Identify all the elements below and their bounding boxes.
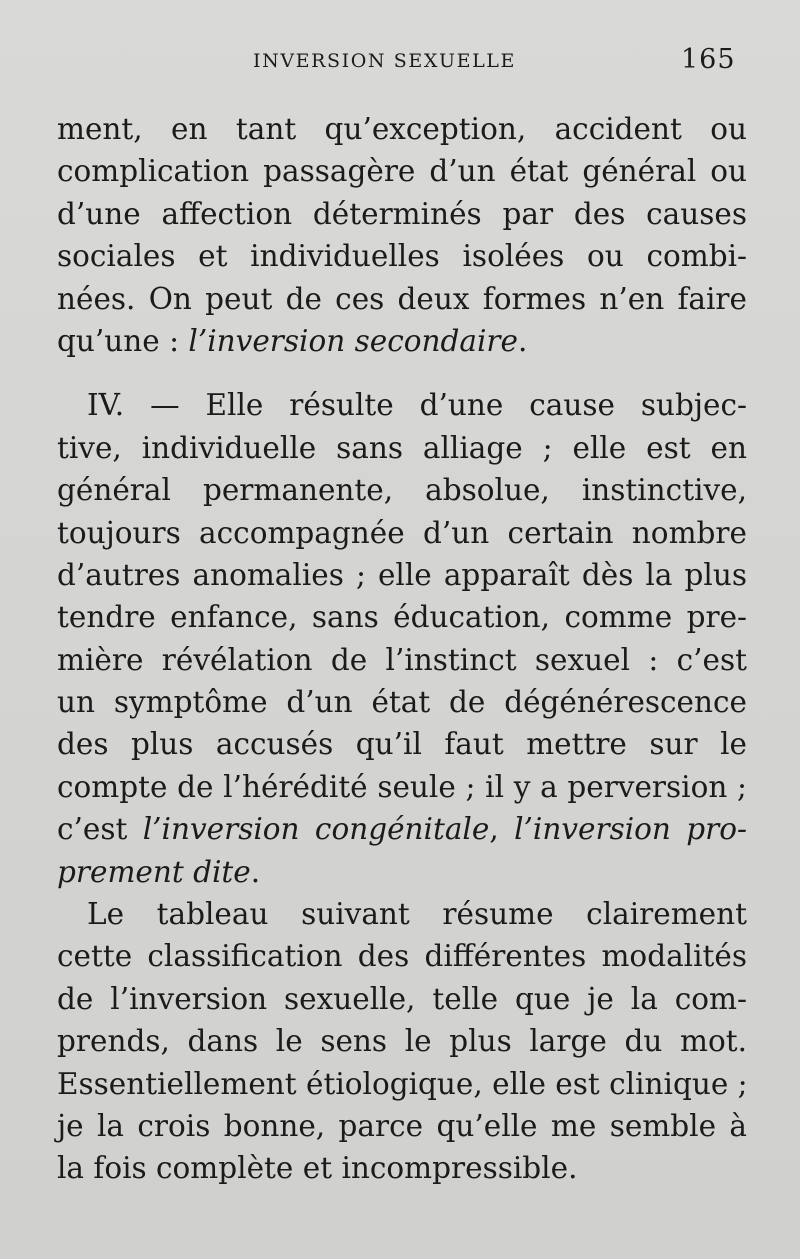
page-number: 165 [681,44,736,75]
text-line: d’une affection déterminés par des causes [57,196,747,231]
text-run: , [489,812,515,847]
text-line: la fois complète et incompressible. [57,1151,578,1186]
text-line: un symptôme d’un état de dégénérescence [57,685,747,720]
text-line: de l’inversion sexuelle, telle que je la com- [57,981,747,1016]
text-line: compte de l’hérédité seule ; il y a perversion ; [57,769,747,804]
text-run: qu’une : [57,323,189,358]
page-header [0,44,800,80]
text-line: Le tableau suivant résume clairement [87,897,747,932]
paragraph-1 [57,108,747,362]
text-run: . [250,854,261,889]
text-line: mière révélation de l’instinct sexuel : c’est [57,642,747,677]
text-line: des plus accusés qu’il faut mettre sur le [57,727,747,762]
text-line: d’autres anomalies ; elle apparaît dès la plus [57,557,747,592]
body-text [57,108,747,1190]
text-run: c’est [57,812,143,847]
text-line [57,851,747,893]
italic-term: l’inversion pro- [514,812,747,847]
text-line: toujours accompagnée d’un certain nombre [57,515,747,550]
italic-term: prement dite [57,854,251,889]
paragraph-3 [57,893,747,1190]
text-line: Essentiellement étiologique, elle est clinique ; [57,1066,748,1101]
text-line [57,320,747,362]
text-line: ment, en tant qu’exception, accident ou [57,112,747,146]
text-line: sociales et individuelles isolées ou combi- [57,239,747,274]
running-title: INVERSION SEXUELLE [253,50,516,72]
text-run: . [517,323,528,358]
text-line: général permanente, absolue, instinctive, [57,473,747,508]
text-line: tive, individuelle sans alliage ; elle est en [57,430,747,465]
text-line: IV. — Elle résulte d’une cause subjec- [87,388,747,423]
text-line: nées. On peut de ces deux formes n’en faire [57,281,747,316]
text-line: prends, dans le sens le plus large du mot. [57,1024,747,1059]
paragraph-gap [57,362,747,384]
text-line: tendre enfance, sans éducation, comme pre- [57,600,747,635]
text-line: cette classification des différentes modalités [57,939,747,974]
text-line: je la crois bonne, parce qu’elle me semble à [57,1108,747,1143]
italic-term: l’inversion congénitale [142,812,490,847]
text-line: complication passagère d’un état général ou [57,154,747,189]
italic-term: l’inversion secondaire [188,323,518,358]
paragraph-2 [57,384,747,893]
text-line [57,808,747,850]
